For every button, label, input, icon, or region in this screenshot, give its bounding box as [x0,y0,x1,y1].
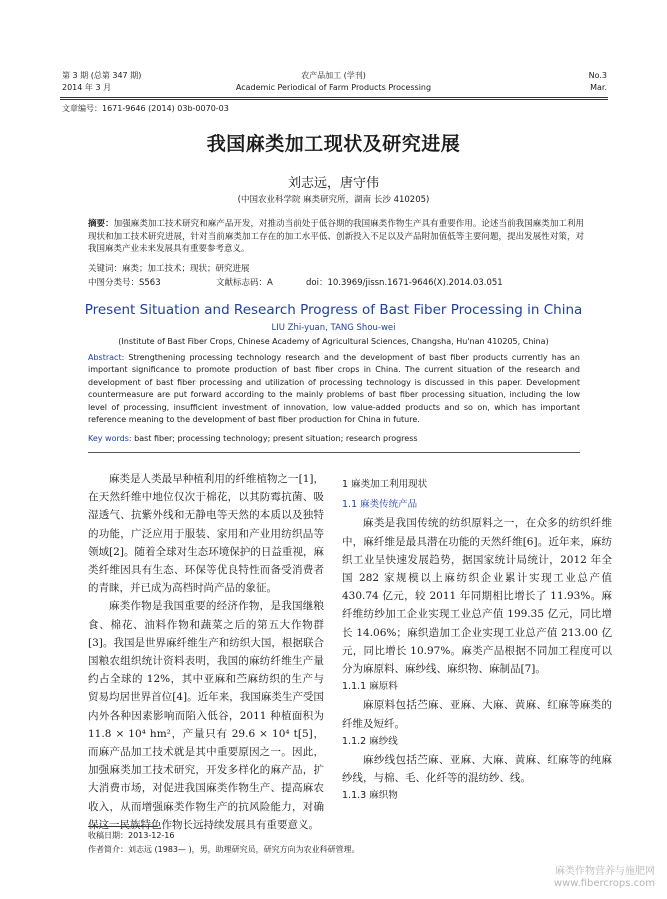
abstract-en [88,352,580,426]
paper-affiliation: (中国农业科学院 麻类研究所，湖南 长沙 410205) [237,195,430,205]
keywords-en-label: Key words: [88,434,132,443]
keywords-cn-text: 麻类；加工技术；现状；研究进展 [122,264,250,274]
header-journal [0,70,667,94]
abstract-en-label: Abstract: [88,353,125,362]
abstract-cn-text: 加强麻类加工技术研究和麻产品开发，对推动当前处于低谷期的我国麻类作物生产具有重要作用。论述当前我国麻类加工利用现状和加工技术研究进展，针对当前麻类加工存在的加工水平低、创新投入不足以及产品附加值低等主要问题，提出发展性对策，对我国麻类产业未来发展具有重要参考意义。 [88,219,584,254]
subsubsection-heading: 1.1.3 麻织物 [342,790,398,802]
paper-affiliation-en: (Institute of Bast Fiber Crops, Chinese Academy of Agricultural Sciences, Changsha, Hu'nan 410205, China) [118,337,549,346]
body-paragraph: 麻类是人类最早种植利用的纤维植物之一[1]，在天然纤维中地位仅次于棉花，以其防霉抗菌、吸湿透气、抗紫外线和无静电等天然的本质以及独特的功能，广泛应用于服装、家用和产业用纺织品等领域[2]。随着全球对生态环境保护的日益重视，麻类纤维因具有生态、环保等优良特性而备受消费者的青睐，并已成为高档时尚产品的象征。 [88,473,324,595]
header-rule-thin [60,99,608,100]
subsubsection-heading: 1.1.1 麻原料 [342,681,398,693]
paper-authors: 刘志远，唐守伟 [287,176,379,191]
header-month-en: Mar. [590,83,607,92]
abstract-cn-label: 摘要： [88,219,114,229]
body-column-left [88,470,324,834]
header-number-en: No.3 [588,71,607,80]
keywords-cn-label: 关键词： [88,264,123,274]
doi: doi：10.3969/jissn.1671-9646(X).2014.03.051 [306,278,503,288]
subsubsection-heading: 1.1.2 麻纱线 [342,735,398,747]
watermark-url: www.fibercrops.com [553,878,655,889]
paper-title: 我国麻类加工现状及研究进展 [206,133,461,155]
paper-title-en: Present Situation and Research Progress of Bast Fiber Processing in China [84,302,583,318]
footnote-author-bio: 作者简介：刘志远 (1983— )，男，助理研究员，研究方向为农业科研管理。 [88,845,360,854]
keywords-cn [88,262,250,274]
paper-authors-en: LIU Zhi-yuan, TANG Shou-wei [271,323,396,333]
document-code: 文献标志码：A [216,278,273,288]
header-journal-cn: 农产品加工 (学刊) [301,71,366,80]
header-journal-en: Academic Periodical of Farm Products Processing [235,83,432,92]
clc-number: 中图分类号：S563 [88,278,161,288]
body-column-right [342,470,612,806]
footnote-received: 收稿日期：2013-12-16 [88,831,175,840]
header-issue-date: 2014 年 3 月 [62,83,112,92]
subsection-heading: 1.1 麻类传统产品 [342,499,418,511]
header-issue-number: 第 3 期 (总第 347 期) [62,71,142,80]
abstract-separator [88,452,580,453]
section-heading: 1 麻类加工利用现状 [342,479,428,490]
abstract-en-text: Strengthening processing technology research and the development of bast fiber products currently has an important significance to promote production of bast fiber crops in China. The current situation of the research and development of bast fiber processing and utilization of processing technology is discussed in this paper. Development countermeasure are put forward according to the mainly problems of bast fiber processing situation, including the low level of processing, insufficient investment of innovation, low value-added products and so on, which has important reference meaning to the development of bast fiber production for China in future. [88,353,580,425]
keywords-en [88,434,418,443]
site-watermark [554,866,655,890]
footnote-rule [88,826,158,827]
body-paragraph: 麻原料包括苎麻、亚麻、大麻、黄麻、红麻等麻类的纤维及短纤。 [342,699,612,730]
watermark-site-name: 麻类作物营养与施肥网 [555,866,655,877]
article-id: 文章编号：1671-9646 (2014) 03b-0070-03 [62,104,229,113]
body-paragraph: 麻类作物是我国重要的经济作物，是我国继粮食、棉花、油料作物和蔬菜之后的第五大作物群[3]。我国是世界麻纤维生产和纺织大国，根据联合国粮农组织统计资料表明，我国的麻纺纤维生产量约占全球的 12%，其中亚麻和苎麻纺织的生产与贸易均居世界首位[4]。近年来，我国麻类生产受国内外各种因素影响而陷入低谷，2011 种植面积为 11.8 × 10⁴ hm²，产量只有 29.6 × 10⁴ t[5]，而麻产品加工技术就是其中重要原因之一。因此，加强麻类加工技术研究，开发多样化的麻产品，扩大消费市场，对促进我国麻类作物生产、提高麻农收入，从而增强麻类作物生产的抗风险能力，对确保这一民族特色作物长远持续发展具有重要意义。 [88,600,324,831]
header-issue-en [589,70,607,94]
abstract-cn [88,218,584,256]
keywords-en-text: bast fiber; processing technology; present situation; research progress [134,434,418,443]
header-rule [60,97,608,98]
body-paragraph: 麻纱线包括苎麻、亚麻、大麻、黄麻、红麻等的纯麻纱线，与棉、毛、化纤等的混纺纱、线。 [342,754,612,785]
classification-meta [88,276,588,288]
body-paragraph: 麻类是我国传统的纺织原料之一，在众多的纺织纤维中，麻纤维是最具潜在功能的天然纤维[6]。近年来，麻纺织工业呈快速发展趋势，据国家统计局统计，2012 年全国 282 家规模以上麻纺织企业累计实现工业总产值 430.74 亿元，较 2011 年同期相比增长了 11.93%。麻纤维纺纱加工企业实现工业总产值 199.35 亿元，同比增长 14.06%；麻织造加工企业实现工业总产值 213.00 亿元，同比增长 10.97%。麻类产品根据不同加工程度可以分为麻原料、麻纱线、麻织物、麻制品[7]。 [342,517,612,676]
